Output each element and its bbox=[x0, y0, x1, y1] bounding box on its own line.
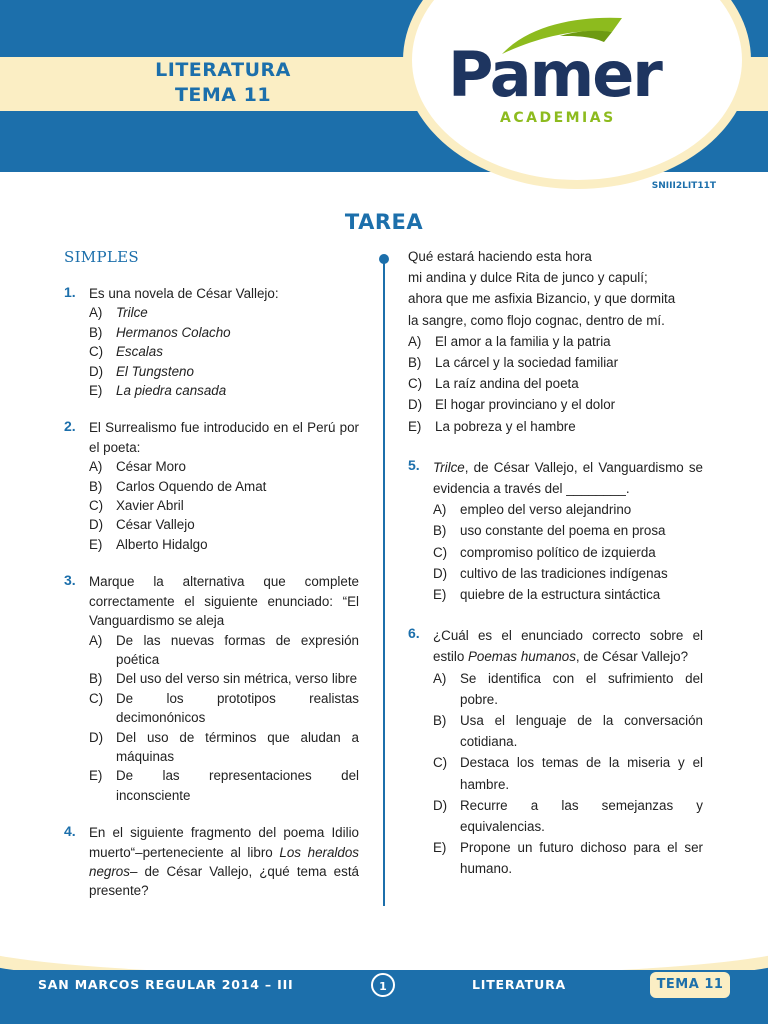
poem-line: la sangre, como flojo cognac, dentro de mí. bbox=[408, 312, 665, 328]
option: C) Escalas bbox=[89, 344, 163, 360]
poem-fragment bbox=[408, 246, 703, 331]
option: E) La piedra cansada bbox=[89, 383, 227, 399]
document-code: SNIII2LIT11T bbox=[651, 181, 716, 191]
question-text: Trilce, de César Vallejo, el Vanguardismo se evidencia a través del ________. bbox=[433, 459, 703, 497]
option: B) La cárcel y la sociedad familiar bbox=[408, 355, 619, 371]
option: C) La raíz andina del poeta bbox=[408, 376, 579, 392]
question-2 bbox=[64, 418, 359, 554]
divider-top-dot bbox=[379, 254, 389, 264]
question-text: En el siguiente fragmento del poema Idilio muerto“–perteneciente al libro Los heraldos negros– de César Vallejo, ¿qué tema está presente? bbox=[89, 825, 359, 899]
question-4-options bbox=[408, 331, 703, 437]
page-title: TAREA bbox=[344, 210, 424, 234]
option: D) cultivo de las tradiciones indígenas bbox=[433, 565, 668, 581]
poem-line: ahora que me asfixia Bizancio, y que dormita bbox=[408, 291, 676, 307]
question-text: Marque la alternativa que complete correctamente el siguiente enunciado: “El Vanguardismo se aleja bbox=[89, 574, 359, 629]
question-text: Es una novela de César Vallejo: bbox=[89, 286, 279, 301]
logo-subtitle: ACADEMIAS bbox=[500, 110, 616, 126]
question-6 bbox=[408, 625, 703, 879]
question-number: 1. bbox=[64, 284, 76, 300]
option: D) El Tungsteno bbox=[89, 363, 194, 379]
option: A) empleo del verso alejandrino bbox=[433, 502, 632, 518]
footer-topic-badge: TEMA 11 bbox=[650, 972, 730, 998]
column-divider bbox=[383, 258, 385, 918]
poem-line: mi andina y dulce Rita de junco y capulí; bbox=[408, 270, 648, 286]
option: E) quiebre de la estructura sintáctica bbox=[433, 587, 661, 603]
poem-line: Qué estará haciendo esta hora bbox=[408, 249, 592, 264]
option: E) Propone un futuro dichoso para el ser humano. bbox=[433, 840, 703, 877]
option: B) Hermanos Colacho bbox=[89, 324, 231, 340]
question-5 bbox=[408, 457, 703, 605]
option: D) Del uso de términos que aludan a máquinas bbox=[89, 729, 359, 764]
left-column bbox=[64, 248, 359, 901]
topic-label: TEMA 11 bbox=[174, 84, 272, 106]
question-text: El Surrealismo fue introducido en el Perú por el poeta: bbox=[89, 420, 359, 455]
footer-subject: LITERATURA bbox=[472, 977, 566, 992]
subject-label: LITERATURA bbox=[155, 59, 291, 81]
question-number: 3. bbox=[64, 572, 76, 589]
option: E) La pobreza y el hambre bbox=[408, 418, 576, 434]
footer-course: SAN MARCOS REGULAR 2014 – III bbox=[38, 977, 294, 992]
question-1 bbox=[64, 284, 359, 400]
logo-wordmark: Pamer bbox=[448, 38, 661, 111]
option: B) Usa el lenguaje de la conversación cotidiana. bbox=[433, 713, 703, 750]
option: D) Recurre a las semejanzas y equivalencias. bbox=[433, 797, 703, 835]
option: A) Se identifica con el sufrimiento del pobre. bbox=[433, 670, 703, 707]
question-4 bbox=[64, 823, 359, 901]
option: D) César Vallejo bbox=[89, 517, 195, 533]
option: C) Xavier Abril bbox=[89, 498, 184, 514]
option: E) De las representaciones del inconsciente bbox=[89, 768, 359, 803]
option: A) Trilce bbox=[89, 305, 148, 321]
option: B) uso constante del poema en prosa bbox=[433, 523, 666, 539]
question-number: 5. bbox=[408, 456, 420, 473]
option: B) Carlos Oquendo de Amat bbox=[89, 478, 267, 494]
question-text: ¿Cuál es el enunciado correcto sobre el estilo Poemas humanos, de César Vallejo? bbox=[433, 628, 703, 665]
option: C) compromiso político de izquierda bbox=[433, 544, 656, 560]
option: B) Del uso del verso sin métrica, verso libre bbox=[89, 671, 358, 687]
option: A) César Moro bbox=[89, 459, 186, 475]
question-number: 4. bbox=[64, 823, 76, 840]
page-number: 1 bbox=[371, 973, 395, 997]
footer-white-curve bbox=[0, 906, 768, 976]
option: A) El amor a la familia y la patria bbox=[408, 333, 611, 349]
header-title bbox=[98, 58, 348, 108]
option: A) De las nuevas formas de expresión poética bbox=[89, 632, 359, 667]
option: E) Alberto Hidalgo bbox=[89, 536, 208, 552]
option: C) Destaca los temas de la miseria y el hambre. bbox=[433, 755, 703, 792]
question-3 bbox=[64, 572, 359, 805]
right-column bbox=[408, 248, 703, 880]
option: D) El hogar provinciano y el dolor bbox=[408, 397, 616, 413]
option: C) De los prototipos realistas decimonónicos bbox=[89, 690, 359, 726]
question-number: 2. bbox=[64, 418, 76, 435]
section-heading: SIMPLES bbox=[64, 248, 139, 266]
question-number: 6. bbox=[408, 625, 420, 642]
